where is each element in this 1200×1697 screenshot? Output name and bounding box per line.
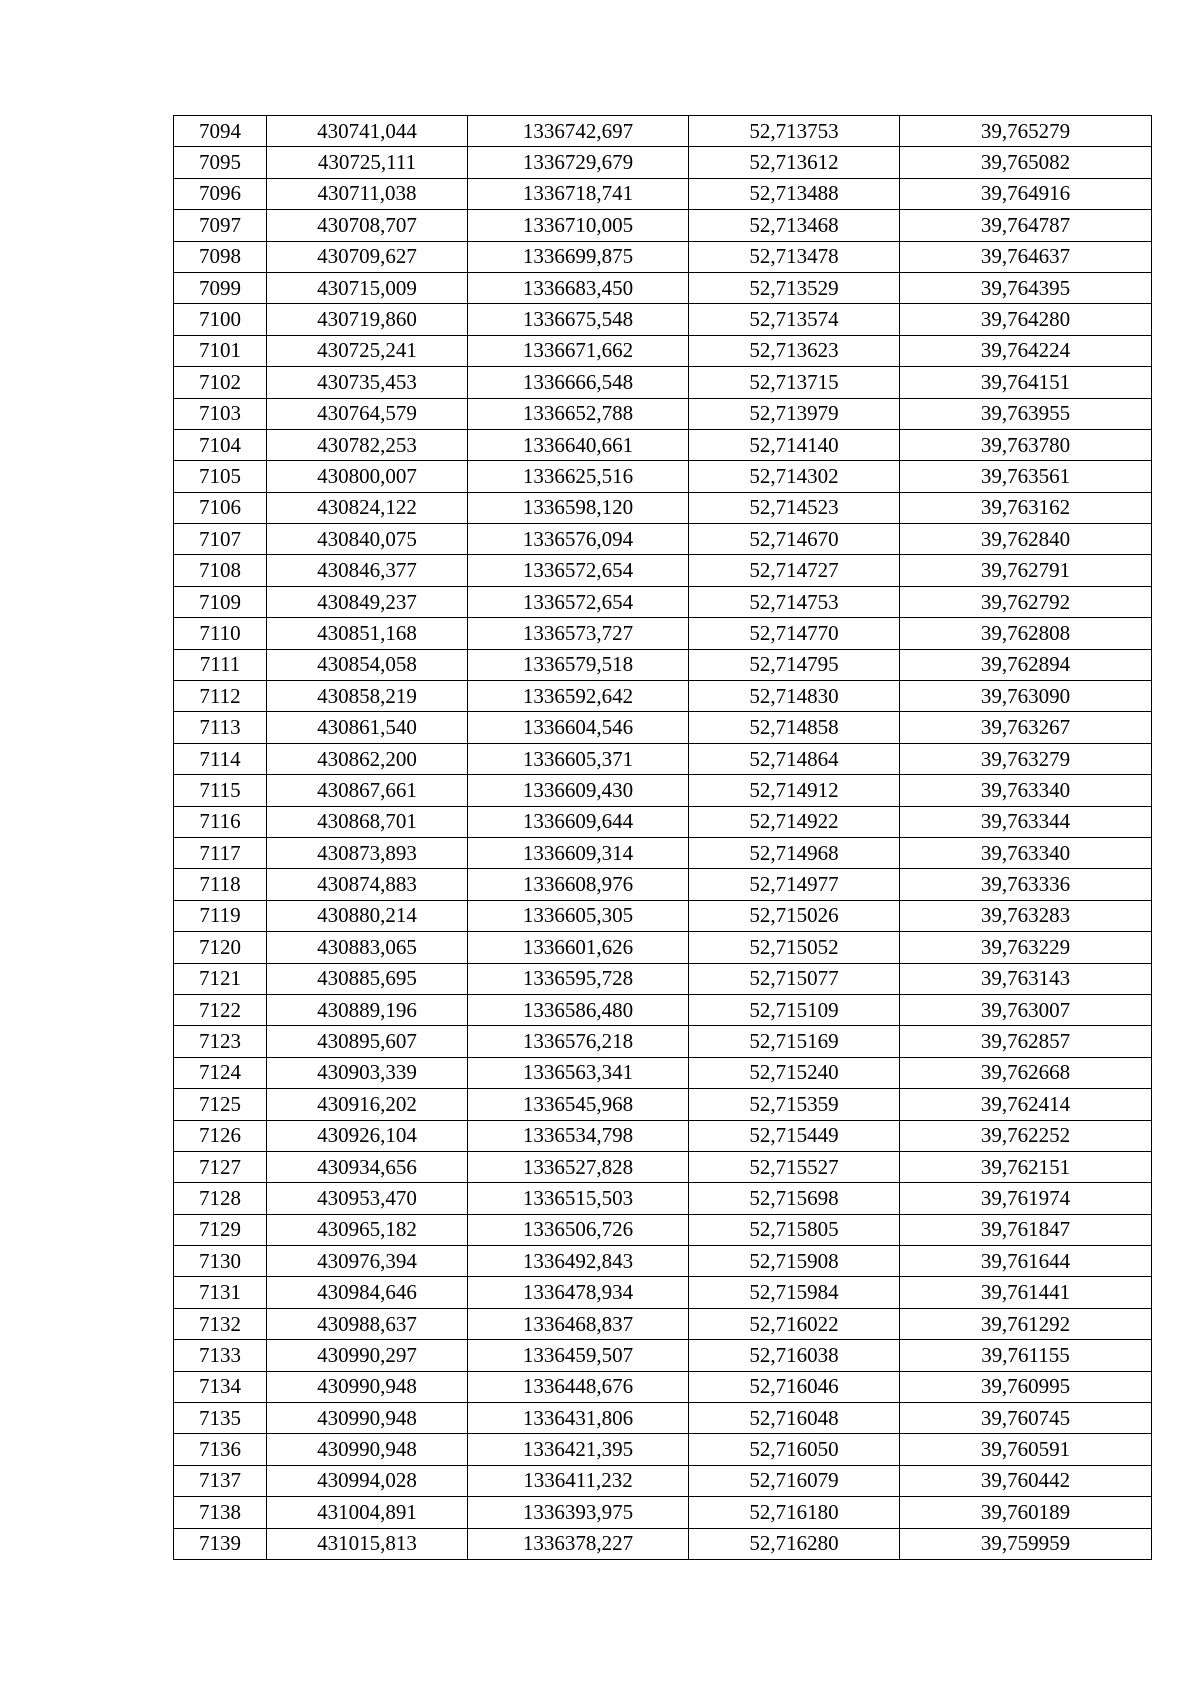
point-number-cell: 7122 xyxy=(174,994,267,1025)
x-coordinate-cell: 430990,297 xyxy=(267,1340,468,1371)
table-row xyxy=(174,618,1152,649)
longitude-cell: 39,763090 xyxy=(900,681,1152,712)
y-coordinate-cell: 1336595,728 xyxy=(468,963,689,994)
point-number-cell: 7129 xyxy=(174,1214,267,1245)
x-coordinate-cell: 430854,058 xyxy=(267,649,468,680)
point-number-cell: 7098 xyxy=(174,241,267,272)
longitude-cell: 39,763336 xyxy=(900,869,1152,900)
latitude-cell: 52,713488 xyxy=(689,178,900,209)
longitude-cell: 39,761644 xyxy=(900,1246,1152,1277)
y-coordinate-cell: 1336604,546 xyxy=(468,712,689,743)
longitude-cell: 39,760442 xyxy=(900,1465,1152,1496)
latitude-cell: 52,716048 xyxy=(689,1403,900,1434)
x-coordinate-cell: 430990,948 xyxy=(267,1371,468,1402)
point-number-cell: 7130 xyxy=(174,1246,267,1277)
x-coordinate-cell: 430782,253 xyxy=(267,429,468,460)
point-number-cell: 7097 xyxy=(174,210,267,241)
longitude-cell: 39,762840 xyxy=(900,524,1152,555)
longitude-cell: 39,763780 xyxy=(900,429,1152,460)
table-row xyxy=(174,1089,1152,1120)
y-coordinate-cell: 1336675,548 xyxy=(468,304,689,335)
y-coordinate-cell: 1336563,341 xyxy=(468,1057,689,1088)
y-coordinate-cell: 1336431,806 xyxy=(468,1403,689,1434)
latitude-cell: 52,716280 xyxy=(689,1528,900,1559)
x-coordinate-cell: 430741,044 xyxy=(267,116,468,147)
x-coordinate-cell: 430885,695 xyxy=(267,963,468,994)
table-row xyxy=(174,524,1152,555)
table-row xyxy=(174,304,1152,335)
point-number-cell: 7126 xyxy=(174,1120,267,1151)
x-coordinate-cell: 430708,707 xyxy=(267,210,468,241)
x-coordinate-cell: 430824,122 xyxy=(267,492,468,523)
point-number-cell: 7120 xyxy=(174,932,267,963)
table-row xyxy=(174,210,1152,241)
point-number-cell: 7114 xyxy=(174,743,267,774)
longitude-cell: 39,759959 xyxy=(900,1528,1152,1559)
longitude-cell: 39,764916 xyxy=(900,178,1152,209)
point-number-cell: 7103 xyxy=(174,398,267,429)
y-coordinate-cell: 1336573,727 xyxy=(468,618,689,649)
latitude-cell: 52,716180 xyxy=(689,1497,900,1528)
x-coordinate-cell: 430994,028 xyxy=(267,1465,468,1496)
latitude-cell: 52,714727 xyxy=(689,555,900,586)
x-coordinate-cell: 430709,627 xyxy=(267,241,468,272)
longitude-cell: 39,764395 xyxy=(900,272,1152,303)
y-coordinate-cell: 1336683,450 xyxy=(468,272,689,303)
longitude-cell: 39,764151 xyxy=(900,367,1152,398)
x-coordinate-cell: 430903,339 xyxy=(267,1057,468,1088)
y-coordinate-cell: 1336586,480 xyxy=(468,994,689,1025)
longitude-cell: 39,764787 xyxy=(900,210,1152,241)
point-number-cell: 7100 xyxy=(174,304,267,335)
table-row xyxy=(174,712,1152,743)
table-row xyxy=(174,1183,1152,1214)
point-number-cell: 7099 xyxy=(174,272,267,303)
x-coordinate-cell: 430953,470 xyxy=(267,1183,468,1214)
y-coordinate-cell: 1336468,837 xyxy=(468,1308,689,1339)
table-row xyxy=(174,429,1152,460)
latitude-cell: 52,715984 xyxy=(689,1277,900,1308)
point-number-cell: 7128 xyxy=(174,1183,267,1214)
latitude-cell: 52,714912 xyxy=(689,775,900,806)
x-coordinate-cell: 430984,646 xyxy=(267,1277,468,1308)
latitude-cell: 52,716050 xyxy=(689,1434,900,1465)
longitude-cell: 39,763344 xyxy=(900,806,1152,837)
point-number-cell: 7132 xyxy=(174,1308,267,1339)
x-coordinate-cell: 430851,168 xyxy=(267,618,468,649)
x-coordinate-cell: 430719,860 xyxy=(267,304,468,335)
latitude-cell: 52,714864 xyxy=(689,743,900,774)
table-row xyxy=(174,461,1152,492)
y-coordinate-cell: 1336506,726 xyxy=(468,1214,689,1245)
y-coordinate-cell: 1336609,430 xyxy=(468,775,689,806)
x-coordinate-cell: 430965,182 xyxy=(267,1214,468,1245)
longitude-cell: 39,763267 xyxy=(900,712,1152,743)
y-coordinate-cell: 1336572,654 xyxy=(468,586,689,617)
table-row xyxy=(174,900,1152,931)
y-coordinate-cell: 1336411,232 xyxy=(468,1465,689,1496)
y-coordinate-cell: 1336421,395 xyxy=(468,1434,689,1465)
table-row xyxy=(174,555,1152,586)
y-coordinate-cell: 1336378,227 xyxy=(468,1528,689,1559)
latitude-cell: 52,713623 xyxy=(689,335,900,366)
table-row xyxy=(174,1528,1152,1559)
longitude-cell: 39,764637 xyxy=(900,241,1152,272)
latitude-cell: 52,713612 xyxy=(689,147,900,178)
point-number-cell: 7135 xyxy=(174,1403,267,1434)
y-coordinate-cell: 1336640,661 xyxy=(468,429,689,460)
point-number-cell: 7102 xyxy=(174,367,267,398)
x-coordinate-cell: 430895,607 xyxy=(267,1026,468,1057)
y-coordinate-cell: 1336527,828 xyxy=(468,1151,689,1182)
y-coordinate-cell: 1336742,697 xyxy=(468,116,689,147)
longitude-cell: 39,760995 xyxy=(900,1371,1152,1402)
latitude-cell: 52,715240 xyxy=(689,1057,900,1088)
table-row xyxy=(174,147,1152,178)
x-coordinate-cell: 430976,394 xyxy=(267,1246,468,1277)
latitude-cell: 52,714523 xyxy=(689,492,900,523)
point-number-cell: 7133 xyxy=(174,1340,267,1371)
table-row xyxy=(174,335,1152,366)
latitude-cell: 52,713468 xyxy=(689,210,900,241)
y-coordinate-cell: 1336478,934 xyxy=(468,1277,689,1308)
x-coordinate-cell: 430711,038 xyxy=(267,178,468,209)
point-number-cell: 7107 xyxy=(174,524,267,555)
x-coordinate-cell: 430926,104 xyxy=(267,1120,468,1151)
latitude-cell: 52,715052 xyxy=(689,932,900,963)
latitude-cell: 52,715908 xyxy=(689,1246,900,1277)
longitude-cell: 39,763162 xyxy=(900,492,1152,523)
point-number-cell: 7113 xyxy=(174,712,267,743)
longitude-cell: 39,763007 xyxy=(900,994,1152,1025)
point-number-cell: 7124 xyxy=(174,1057,267,1088)
y-coordinate-cell: 1336545,968 xyxy=(468,1089,689,1120)
latitude-cell: 52,715698 xyxy=(689,1183,900,1214)
y-coordinate-cell: 1336608,976 xyxy=(468,869,689,900)
x-coordinate-cell: 430735,453 xyxy=(267,367,468,398)
x-coordinate-cell: 431015,813 xyxy=(267,1528,468,1559)
longitude-cell: 39,764224 xyxy=(900,335,1152,366)
y-coordinate-cell: 1336492,843 xyxy=(468,1246,689,1277)
point-number-cell: 7136 xyxy=(174,1434,267,1465)
longitude-cell: 39,763143 xyxy=(900,963,1152,994)
latitude-cell: 52,713753 xyxy=(689,116,900,147)
y-coordinate-cell: 1336729,679 xyxy=(468,147,689,178)
x-coordinate-cell: 430889,196 xyxy=(267,994,468,1025)
longitude-cell: 39,762252 xyxy=(900,1120,1152,1151)
y-coordinate-cell: 1336605,371 xyxy=(468,743,689,774)
table-row xyxy=(174,1497,1152,1528)
table-row xyxy=(174,806,1152,837)
latitude-cell: 52,714770 xyxy=(689,618,900,649)
x-coordinate-cell: 430873,893 xyxy=(267,837,468,868)
table-row xyxy=(174,775,1152,806)
table-row xyxy=(174,116,1152,147)
y-coordinate-cell: 1336666,548 xyxy=(468,367,689,398)
point-number-cell: 7105 xyxy=(174,461,267,492)
latitude-cell: 52,715359 xyxy=(689,1089,900,1120)
longitude-cell: 39,763340 xyxy=(900,775,1152,806)
table-row xyxy=(174,743,1152,774)
table-row xyxy=(174,649,1152,680)
point-number-cell: 7110 xyxy=(174,618,267,649)
longitude-cell: 39,762894 xyxy=(900,649,1152,680)
point-number-cell: 7127 xyxy=(174,1151,267,1182)
point-number-cell: 7131 xyxy=(174,1277,267,1308)
point-number-cell: 7125 xyxy=(174,1089,267,1120)
table-row xyxy=(174,994,1152,1025)
longitude-cell: 39,761847 xyxy=(900,1214,1152,1245)
longitude-cell: 39,762791 xyxy=(900,555,1152,586)
latitude-cell: 52,715805 xyxy=(689,1214,900,1245)
latitude-cell: 52,714140 xyxy=(689,429,900,460)
latitude-cell: 52,714302 xyxy=(689,461,900,492)
table-row xyxy=(174,1214,1152,1245)
table-row xyxy=(174,1465,1152,1496)
table-row xyxy=(174,272,1152,303)
latitude-cell: 52,714858 xyxy=(689,712,900,743)
latitude-cell: 52,715109 xyxy=(689,994,900,1025)
longitude-cell: 39,763229 xyxy=(900,932,1152,963)
x-coordinate-cell: 430880,214 xyxy=(267,900,468,931)
longitude-cell: 39,762414 xyxy=(900,1089,1152,1120)
longitude-cell: 39,762808 xyxy=(900,618,1152,649)
y-coordinate-cell: 1336699,875 xyxy=(468,241,689,272)
x-coordinate-cell: 430934,656 xyxy=(267,1151,468,1182)
longitude-cell: 39,762792 xyxy=(900,586,1152,617)
latitude-cell: 52,714670 xyxy=(689,524,900,555)
point-number-cell: 7118 xyxy=(174,869,267,900)
longitude-cell: 39,761155 xyxy=(900,1340,1152,1371)
point-number-cell: 7117 xyxy=(174,837,267,868)
longitude-cell: 39,761441 xyxy=(900,1277,1152,1308)
point-number-cell: 7112 xyxy=(174,681,267,712)
x-coordinate-cell: 431004,891 xyxy=(267,1497,468,1528)
table-row xyxy=(174,1026,1152,1057)
longitude-cell: 39,761974 xyxy=(900,1183,1152,1214)
latitude-cell: 52,713574 xyxy=(689,304,900,335)
point-number-cell: 7123 xyxy=(174,1026,267,1057)
table-row xyxy=(174,367,1152,398)
table-row xyxy=(174,932,1152,963)
x-coordinate-cell: 430849,237 xyxy=(267,586,468,617)
y-coordinate-cell: 1336671,662 xyxy=(468,335,689,366)
y-coordinate-cell: 1336576,218 xyxy=(468,1026,689,1057)
coordinates-table xyxy=(173,115,1152,1560)
point-number-cell: 7139 xyxy=(174,1528,267,1559)
x-coordinate-cell: 430916,202 xyxy=(267,1089,468,1120)
x-coordinate-cell: 430990,948 xyxy=(267,1403,468,1434)
point-number-cell: 7116 xyxy=(174,806,267,837)
table-row xyxy=(174,398,1152,429)
point-number-cell: 7121 xyxy=(174,963,267,994)
x-coordinate-cell: 430874,883 xyxy=(267,869,468,900)
point-number-cell: 7104 xyxy=(174,429,267,460)
latitude-cell: 52,716022 xyxy=(689,1308,900,1339)
longitude-cell: 39,765082 xyxy=(900,147,1152,178)
y-coordinate-cell: 1336605,305 xyxy=(468,900,689,931)
y-coordinate-cell: 1336718,741 xyxy=(468,178,689,209)
y-coordinate-cell: 1336572,654 xyxy=(468,555,689,586)
latitude-cell: 52,715527 xyxy=(689,1151,900,1182)
y-coordinate-cell: 1336579,518 xyxy=(468,649,689,680)
point-number-cell: 7095 xyxy=(174,147,267,178)
longitude-cell: 39,762668 xyxy=(900,1057,1152,1088)
x-coordinate-cell: 430764,579 xyxy=(267,398,468,429)
table-row xyxy=(174,1434,1152,1465)
table-row xyxy=(174,178,1152,209)
x-coordinate-cell: 430861,540 xyxy=(267,712,468,743)
table-row xyxy=(174,869,1152,900)
y-coordinate-cell: 1336459,507 xyxy=(468,1340,689,1371)
y-coordinate-cell: 1336601,626 xyxy=(468,932,689,963)
y-coordinate-cell: 1336710,005 xyxy=(468,210,689,241)
x-coordinate-cell: 430858,219 xyxy=(267,681,468,712)
latitude-cell: 52,714795 xyxy=(689,649,900,680)
table-row xyxy=(174,241,1152,272)
longitude-cell: 39,762857 xyxy=(900,1026,1152,1057)
latitude-cell: 52,713529 xyxy=(689,272,900,303)
longitude-cell: 39,761292 xyxy=(900,1308,1152,1339)
point-number-cell: 7094 xyxy=(174,116,267,147)
x-coordinate-cell: 430725,241 xyxy=(267,335,468,366)
point-number-cell: 7101 xyxy=(174,335,267,366)
x-coordinate-cell: 430715,009 xyxy=(267,272,468,303)
y-coordinate-cell: 1336515,503 xyxy=(468,1183,689,1214)
x-coordinate-cell: 430846,377 xyxy=(267,555,468,586)
x-coordinate-cell: 430800,007 xyxy=(267,461,468,492)
table-row xyxy=(174,1057,1152,1088)
x-coordinate-cell: 430840,075 xyxy=(267,524,468,555)
point-number-cell: 7109 xyxy=(174,586,267,617)
latitude-cell: 52,714830 xyxy=(689,681,900,712)
x-coordinate-cell: 430988,637 xyxy=(267,1308,468,1339)
x-coordinate-cell: 430725,111 xyxy=(267,147,468,178)
x-coordinate-cell: 430867,661 xyxy=(267,775,468,806)
latitude-cell: 52,714753 xyxy=(689,586,900,617)
point-number-cell: 7106 xyxy=(174,492,267,523)
point-number-cell: 7096 xyxy=(174,178,267,209)
x-coordinate-cell: 430868,701 xyxy=(267,806,468,837)
latitude-cell: 52,716079 xyxy=(689,1465,900,1496)
longitude-cell: 39,763561 xyxy=(900,461,1152,492)
table-row xyxy=(174,1308,1152,1339)
table-row xyxy=(174,1151,1152,1182)
latitude-cell: 52,713478 xyxy=(689,241,900,272)
table-row xyxy=(174,1246,1152,1277)
y-coordinate-cell: 1336652,788 xyxy=(468,398,689,429)
latitude-cell: 52,713979 xyxy=(689,398,900,429)
y-coordinate-cell: 1336609,644 xyxy=(468,806,689,837)
y-coordinate-cell: 1336625,516 xyxy=(468,461,689,492)
x-coordinate-cell: 430883,065 xyxy=(267,932,468,963)
latitude-cell: 52,714922 xyxy=(689,806,900,837)
table-row xyxy=(174,1277,1152,1308)
point-number-cell: 7137 xyxy=(174,1465,267,1496)
longitude-cell: 39,765279 xyxy=(900,116,1152,147)
point-number-cell: 7111 xyxy=(174,649,267,680)
point-number-cell: 7115 xyxy=(174,775,267,806)
latitude-cell: 52,713715 xyxy=(689,367,900,398)
y-coordinate-cell: 1336534,798 xyxy=(468,1120,689,1151)
y-coordinate-cell: 1336609,314 xyxy=(468,837,689,868)
latitude-cell: 52,715169 xyxy=(689,1026,900,1057)
point-number-cell: 7134 xyxy=(174,1371,267,1402)
table-row xyxy=(174,1340,1152,1371)
table-row xyxy=(174,1371,1152,1402)
latitude-cell: 52,714968 xyxy=(689,837,900,868)
y-coordinate-cell: 1336393,975 xyxy=(468,1497,689,1528)
latitude-cell: 52,714977 xyxy=(689,869,900,900)
longitude-cell: 39,764280 xyxy=(900,304,1152,335)
y-coordinate-cell: 1336576,094 xyxy=(468,524,689,555)
x-coordinate-cell: 430990,948 xyxy=(267,1434,468,1465)
table-row xyxy=(174,1120,1152,1151)
point-number-cell: 7108 xyxy=(174,555,267,586)
latitude-cell: 52,716038 xyxy=(689,1340,900,1371)
longitude-cell: 39,762151 xyxy=(900,1151,1152,1182)
latitude-cell: 52,715077 xyxy=(689,963,900,994)
latitude-cell: 52,715026 xyxy=(689,900,900,931)
longitude-cell: 39,760189 xyxy=(900,1497,1152,1528)
longitude-cell: 39,760745 xyxy=(900,1403,1152,1434)
table-row xyxy=(174,837,1152,868)
point-number-cell: 7119 xyxy=(174,900,267,931)
longitude-cell: 39,763279 xyxy=(900,743,1152,774)
x-coordinate-cell: 430862,200 xyxy=(267,743,468,774)
longitude-cell: 39,763283 xyxy=(900,900,1152,931)
table-row xyxy=(174,586,1152,617)
table-row xyxy=(174,492,1152,523)
y-coordinate-cell: 1336448,676 xyxy=(468,1371,689,1402)
longitude-cell: 39,763955 xyxy=(900,398,1152,429)
table-row xyxy=(174,1403,1152,1434)
latitude-cell: 52,715449 xyxy=(689,1120,900,1151)
longitude-cell: 39,763340 xyxy=(900,837,1152,868)
y-coordinate-cell: 1336598,120 xyxy=(468,492,689,523)
table-row xyxy=(174,681,1152,712)
coordinates-table-body xyxy=(174,116,1152,1560)
table-row xyxy=(174,963,1152,994)
y-coordinate-cell: 1336592,642 xyxy=(468,681,689,712)
latitude-cell: 52,716046 xyxy=(689,1371,900,1402)
longitude-cell: 39,760591 xyxy=(900,1434,1152,1465)
point-number-cell: 7138 xyxy=(174,1497,267,1528)
